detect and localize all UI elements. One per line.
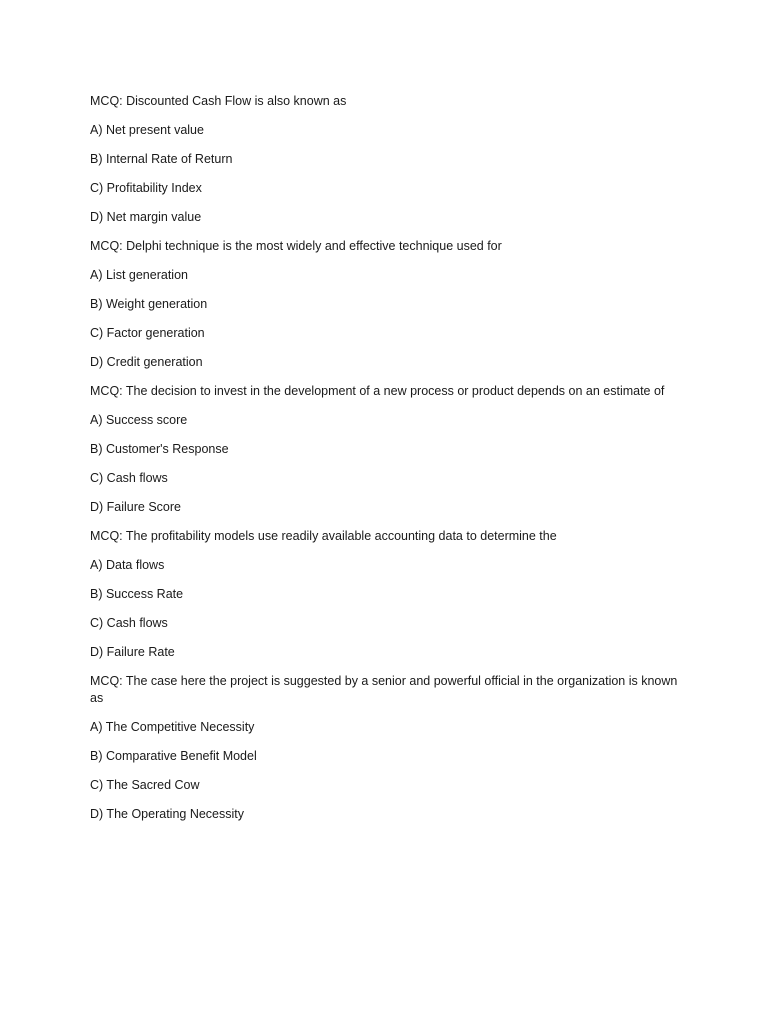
answer-option: A) Data flows (90, 558, 165, 572)
answer-option: B) Success Rate (90, 587, 184, 601)
question-text: MCQ: Delphi technique is the most widely and effective technique used for (90, 239, 502, 253)
answer-option: A) Success score (90, 413, 188, 427)
answer-option: A) Net present value (90, 123, 204, 137)
answer-option: B) Internal Rate of Return (90, 152, 233, 166)
answer-option: B) Customer's Response (90, 442, 229, 456)
answer-option: A) List generation (90, 268, 188, 282)
answer-option: D) Failure Rate (90, 645, 175, 659)
mcq-block (90, 673, 680, 823)
answer-option: C) Profitability Index (90, 181, 202, 195)
answer-option: D) The Operating Necessity (90, 807, 244, 821)
mcq-block (90, 528, 680, 661)
answer-option: D) Credit generation (90, 355, 203, 369)
mcq-block (90, 383, 680, 516)
mcq-block (90, 93, 680, 226)
answer-option: C) Factor generation (90, 326, 205, 340)
answer-option: A) The Competitive Necessity (90, 720, 255, 734)
answer-option: D) Failure Score (90, 500, 181, 514)
mcq-list (90, 93, 680, 835)
question-text: MCQ: The decision to invest in the development of a new process or product depends on an estimate of (90, 384, 665, 398)
answer-option: B) Comparative Benefit Model (90, 749, 257, 763)
question-text: MCQ: The profitability models use readily available accounting data to determine the (90, 529, 557, 543)
question-text: MCQ: Discounted Cash Flow is also known as (90, 94, 347, 108)
answer-option: C) The Sacred Cow (90, 778, 200, 792)
question-text: MCQ: The case here the project is suggested by a senior and powerful official in the organization is known as (90, 674, 678, 705)
answer-option: C) Cash flows (90, 616, 168, 630)
answer-option: B) Weight generation (90, 297, 208, 311)
answer-option: D) Net margin value (90, 210, 202, 224)
answer-option: C) Cash flows (90, 471, 168, 485)
mcq-block (90, 238, 680, 371)
